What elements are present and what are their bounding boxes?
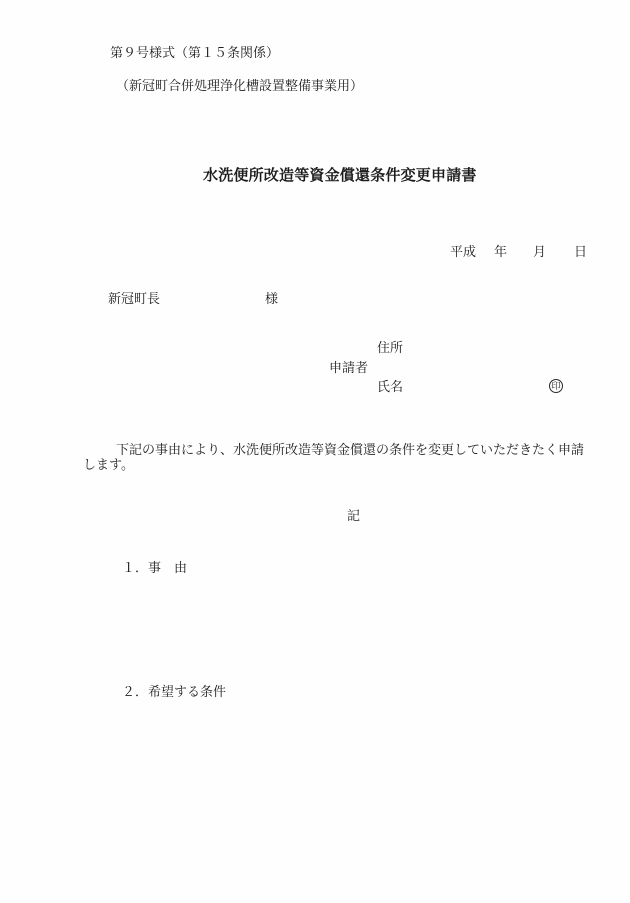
addressee-honorific: 様 xyxy=(265,291,279,306)
list-item-reason: １．事 由 xyxy=(122,560,188,575)
day-label: 日 xyxy=(574,244,588,259)
document-title: 水洗便所改造等資金償還条件変更申請書 xyxy=(203,168,477,184)
date-line xyxy=(450,245,587,260)
seal-character: 印 xyxy=(551,380,561,391)
seal-icon xyxy=(549,379,563,393)
form-usage-note: （新冠町合併処理浄化槽設置整備事業用） xyxy=(116,78,364,93)
form-number: 第９号様式（第１５条関係） xyxy=(110,45,280,60)
list-item-desired-conditions: ２．希望する条件 xyxy=(122,684,227,699)
body-paragraph: 下記の事由により、水洗便所改造等資金償還の条件を変更していただきたく申請します。 xyxy=(83,442,585,472)
applicant-address-label: 住所 xyxy=(377,340,404,355)
section-marker: 記 xyxy=(347,508,361,523)
applicant-name-label: 氏名 xyxy=(377,379,404,394)
addressee-name: 新冠町長 xyxy=(108,291,161,306)
era-label: 平成 xyxy=(450,244,477,259)
year-label: 年 xyxy=(494,244,508,259)
month-label: 月 xyxy=(533,244,547,259)
applicant-group-label: 申請者 xyxy=(329,360,369,375)
